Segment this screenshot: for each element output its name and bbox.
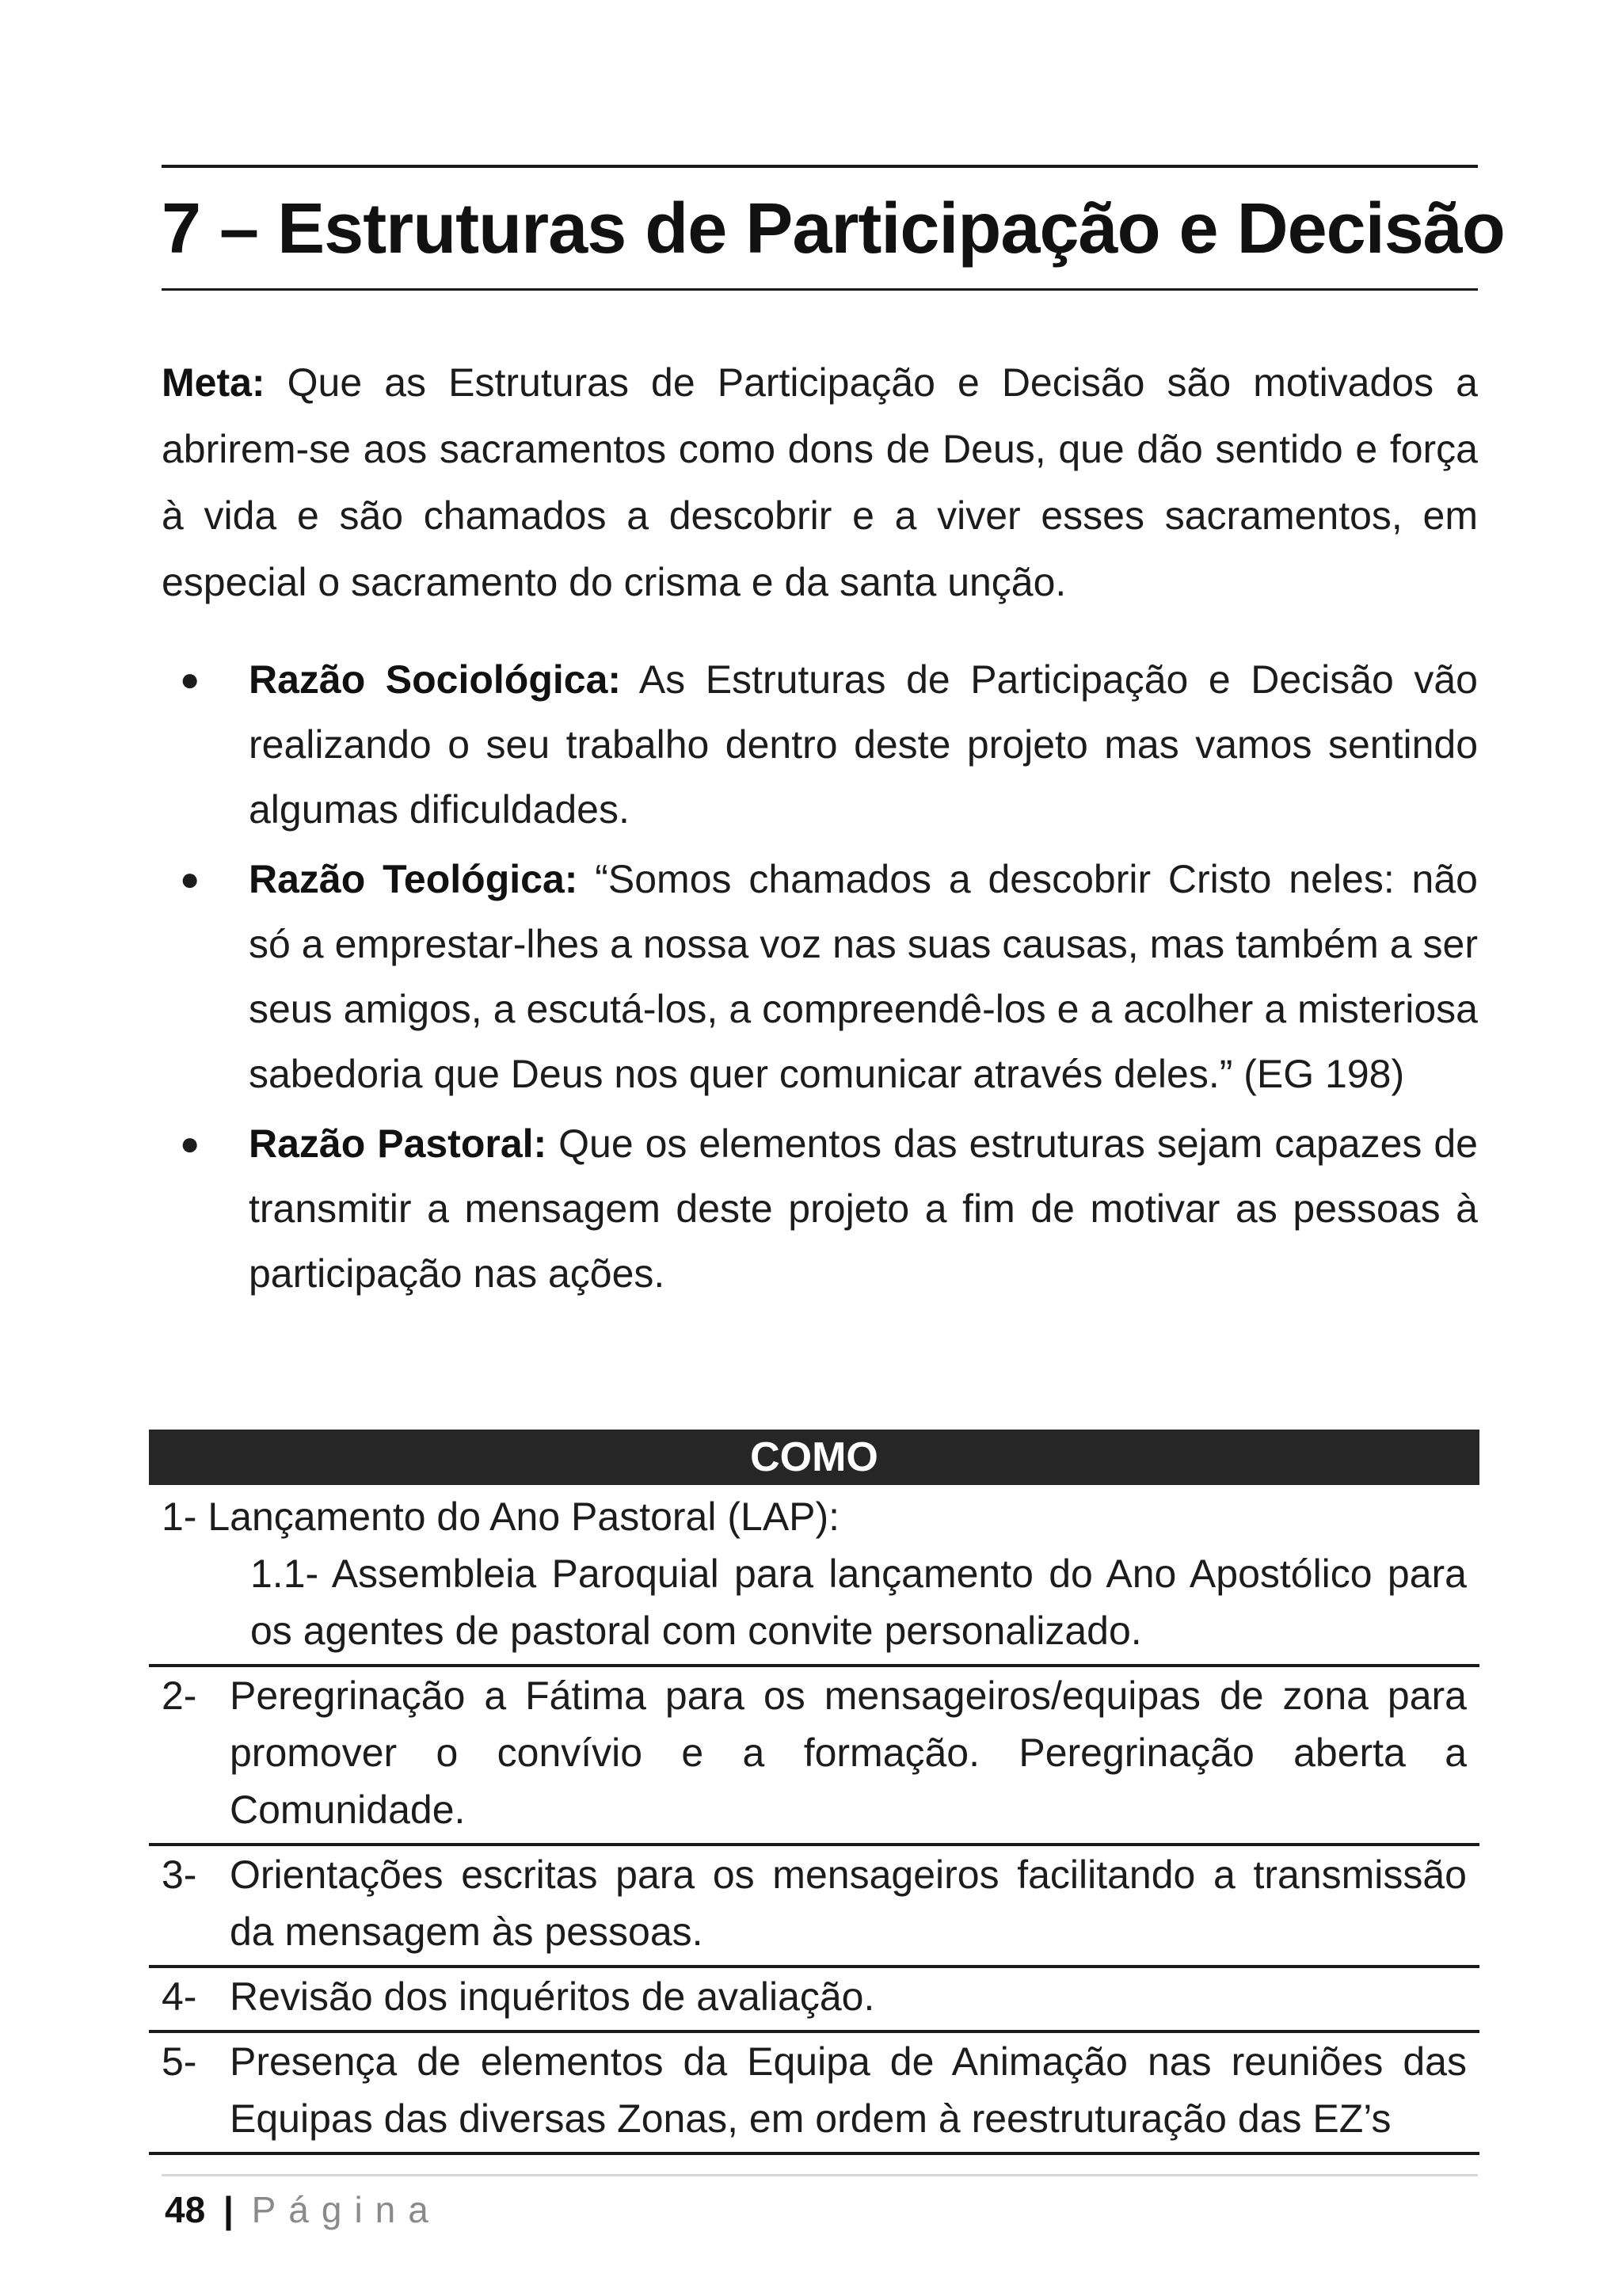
page-number: 48: [165, 2189, 206, 2230]
bullet-icon: ●: [180, 860, 200, 897]
reason-text: “Somos chamados a descobrir Cristo neles: não só a emprestar-lhes a nossa voz nas suas causas, mas também a ser seus amigos, a escutá-los, a compreendê-los e a acolher a misteriosa sabedoria que Deus nos quer comunicar através deles.” (EG 198): [249, 857, 1478, 1096]
table-row: [149, 1667, 1479, 1846]
document-page: [162, 165, 1505, 1311]
item-number: 3-: [162, 1852, 197, 1897]
page-footer: [165, 2186, 441, 2233]
title-bottom-rule: [162, 288, 1478, 291]
reason-label: Razão Teológica:: [249, 857, 578, 901]
bullet-icon: ●: [180, 1125, 200, 1162]
item-number: 5-: [162, 2039, 197, 2084]
table-row: [149, 1968, 1479, 2033]
meta-paragraph: [162, 349, 1478, 615]
footer-separator: |: [223, 2189, 234, 2230]
meta-label: Meta:: [162, 360, 265, 405]
reason-sociological: [162, 647, 1478, 842]
reason-text: As Estruturas de Participação e Decisão vão realizando o seu trabalho dentro deste projeto mas vamos sentindo algumas dificuldades.: [249, 657, 1478, 832]
page-label: Página: [251, 2189, 441, 2230]
item-number: 4-: [162, 1974, 197, 2019]
item-text: Peregrinação a Fátima para os mensageiros/equipas de zona para promover o convívio e a formação. Peregrinação aberta a Comunidade.: [230, 1673, 1467, 1832]
footer-rule: [162, 2174, 1478, 2176]
como-table: [149, 1430, 1479, 2155]
reason-pastoral: [162, 1111, 1478, 1306]
table-row: [149, 2033, 1479, 2155]
item-text: Orientações escritas para os mensageiros facilitando a transmissão da mensagem às pessoas.: [230, 1852, 1467, 1954]
item-text: Presença de elementos da Equipa de Animação nas reuniões das Equipas das diversas Zonas, em ordem à reestruturação das EZ’s: [230, 2039, 1467, 2141]
item-1-text: 1- Lançamento do Ano Pastoral (LAP):: [162, 1494, 840, 1539]
page-title: 7 – Estruturas de Participação e Decisão: [162, 189, 1505, 268]
reason-label: Razão Sociológica:: [249, 657, 622, 702]
reason-theological: [162, 847, 1478, 1106]
bullet-icon: ●: [180, 661, 200, 698]
meta-text: Que as Estruturas de Participação e Decisão são motivados a abrirem-se aos sacramentos como dons de Deus, que dão sentido e força à vida e são chamados a descobrir e a viver esses sacramentos, em especial o sacramento do crisma e da santa unção.: [162, 360, 1478, 604]
reasons-list: [162, 647, 1478, 1306]
item-number: 2-: [162, 1673, 197, 1718]
table-row: [149, 1485, 1479, 1667]
table-row: [149, 1846, 1479, 1968]
item-1-1-text: 1.1- Assembleia Paroquial para lançamento do Ano Apostólico para os agentes de pastoral com convite personalizado.: [250, 1552, 1467, 1653]
reason-label: Razão Pastoral:: [249, 1121, 547, 1166]
como-header: COMO: [149, 1430, 1479, 1485]
item-text: Revisão dos inquéritos de avaliação.: [230, 1974, 875, 2019]
reason-text: Que os elementos das estruturas sejam capazes de transmitir a mensagem deste projeto a fim de motivar as pessoas à participação nas ações.: [249, 1121, 1478, 1296]
